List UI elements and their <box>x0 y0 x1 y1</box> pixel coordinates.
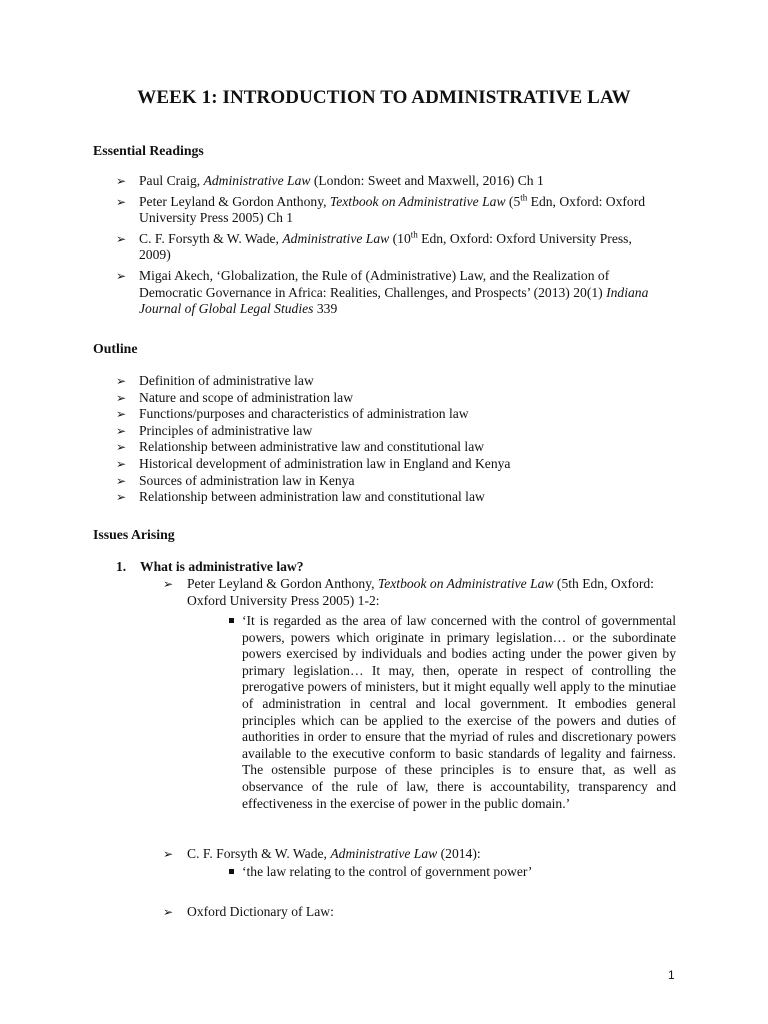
page-title: WEEK 1: INTRODUCTION TO ADMINISTRATIVE LAW <box>137 87 631 108</box>
reading-item: ➢ Peter Leyland & Gordon Anthony, Textbook on Administrative Law (5th Edn, Oxford: Oxford University Press 2005) Ch 1 <box>116 194 656 227</box>
source-citation: Oxford Dictionary of Law: <box>187 904 334 919</box>
source-citation: Peter Leyland & Gordon Anthony, Textbook on Administrative Law (5th Edn, Oxford: Oxford University Press 2005) 1-2: <box>187 576 654 608</box>
essential-readings-list <box>116 173 656 318</box>
outline-item: ➢ Functions/purposes and characteristics of administration law <box>116 406 656 423</box>
outline-item: ➢ Principles of administrative law <box>116 423 656 440</box>
outline-item: ➢ Nature and scope of administration law <box>116 390 656 407</box>
outline-item: ➢ Relationship between administration law and constitutional law <box>116 489 656 506</box>
issues-heading: Issues Arising <box>93 527 175 542</box>
arrow-bullet-icon <box>116 194 126 211</box>
quote-text: ‘It is regarded as the area of law concerned with the control of governmental powers, powers which originate in primary legislation… or the subordinate powers exercised by individuals and bodies acting under the power given by primary legislation… It may, then, operate in respect of controlling the prerogative powers of ministers, but it might equally well apply to the minutiae of administration in central and local government. It embodies general principles which can be applied to the exercise of the powers and duties of authorities in order to ensure that the myriad of rules and discretionary powers available to the executive conform to basic standards of legality and fairness. The ostensible purpose of these principles is to ensure that, as well as observance of the rule of law, there is accountability, transparency and effectiveness in the exercise of power in the public domain.’ <box>242 613 676 811</box>
arrow-bullet-icon <box>116 373 126 390</box>
reading-item: ➢ Paul Craig, Administrative Law (London: Sweet and Maxwell, 2016) Ch 1 <box>116 173 656 190</box>
outline-item: ➢ Sources of administration law in Kenya <box>116 473 656 490</box>
outline-list <box>116 373 656 506</box>
reading-item: ➢ C. F. Forsyth & W. Wade, Administrative Law (10th Edn, Oxford: Oxford University Press, 2009) <box>116 231 656 264</box>
arrow-bullet-icon <box>116 473 126 490</box>
arrow-bullet-icon <box>116 489 126 506</box>
question-number: 1. <box>116 559 127 574</box>
arrow-bullet-icon <box>163 576 173 593</box>
arrow-bullet-icon <box>163 904 173 921</box>
reading-item: ➢ Migai Akech, ‘Globalization, the Rule of (Administrative) Law, and the Realization of Democratic Governance in Africa: Realities, Challenges, and Prospects’ (2013) 20(1) Indiana Journal of Global Legal Studies 339 <box>116 268 656 318</box>
source-citation: C. F. Forsyth & W. Wade, Administrative Law (2014): <box>187 846 481 861</box>
outline-heading: Outline <box>93 341 138 356</box>
arrow-bullet-icon <box>163 846 173 863</box>
quote-text: ‘the law relating to the control of government power’ <box>242 864 533 879</box>
outline-item: ➢ Definition of administrative law <box>116 373 656 390</box>
arrow-bullet-icon <box>116 231 126 248</box>
outline-item: ➢ Historical development of administration law in England and Kenya <box>116 456 656 473</box>
arrow-bullet-icon <box>116 173 126 190</box>
question-text: What is administrative law? <box>140 559 304 574</box>
outline-item: ➢ Relationship between administrative law and constitutional law <box>116 439 656 456</box>
square-bullet-icon <box>229 613 234 630</box>
square-bullet-icon <box>229 864 234 881</box>
arrow-bullet-icon <box>116 390 126 407</box>
page-number: 1 <box>668 968 675 982</box>
arrow-bullet-icon <box>116 423 126 440</box>
arrow-bullet-icon <box>116 439 126 456</box>
arrow-bullet-icon <box>116 456 126 473</box>
essential-readings-heading: Essential Readings <box>93 143 204 158</box>
arrow-bullet-icon <box>116 268 126 285</box>
arrow-bullet-icon <box>116 406 126 423</box>
